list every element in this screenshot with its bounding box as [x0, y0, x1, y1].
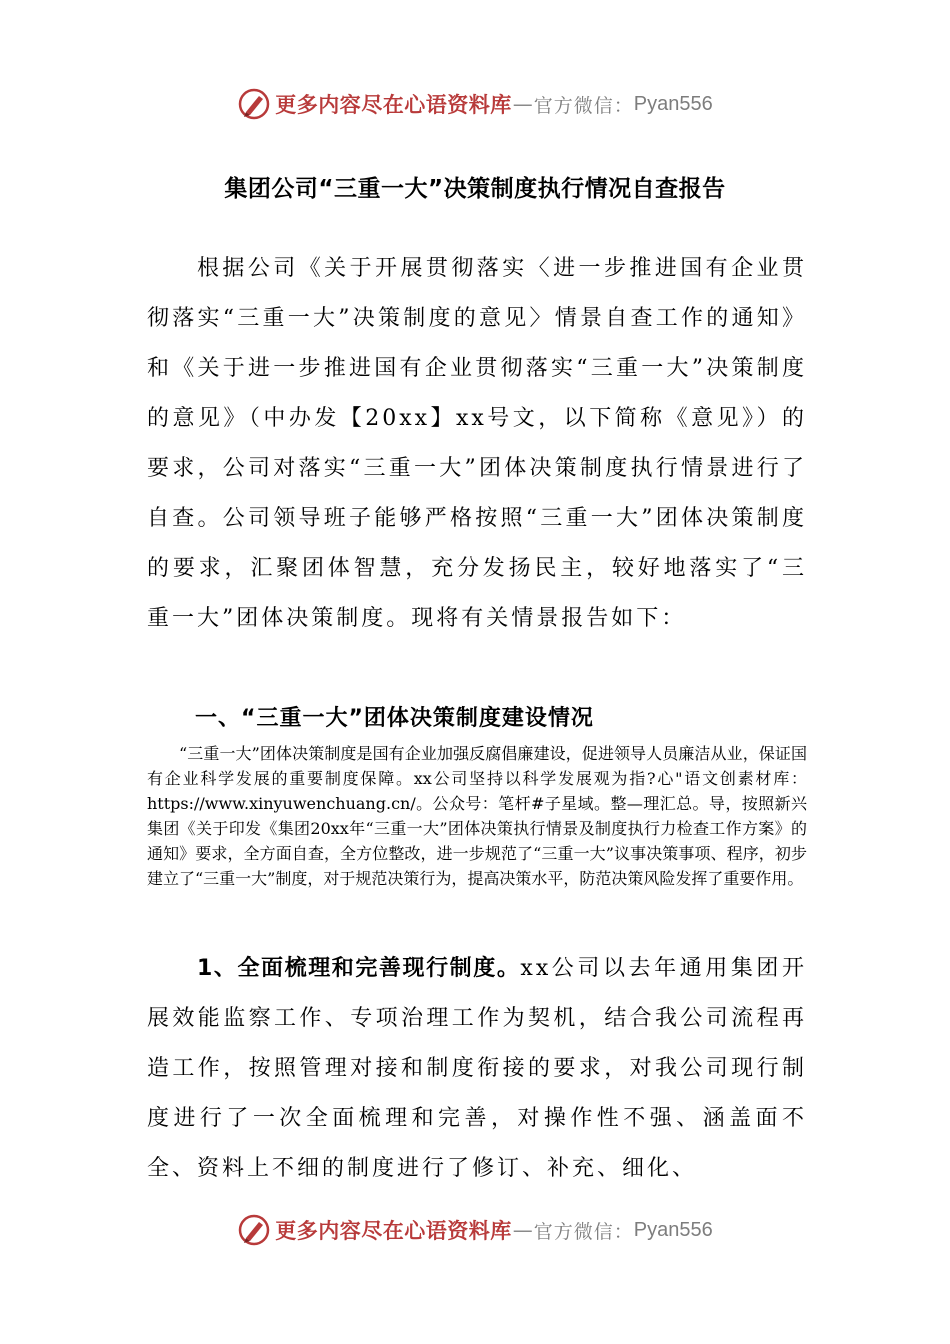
watermark-brand: 更多内容尽在心语资料库 — [275, 1218, 512, 1243]
intro-paragraph: 根据公司《关于开展贯彻落实〈进一步推进国有企业贯彻落实“三重一大”决策制度的意见〉情景自查工作的通知》和《关于进一步推进国有企业贯彻落实“三重一大”决策制度的意见》（中办发【20xx】xx号文，以下简称《意见》）的要求，公司对落实“三重一大”团体决策制度执行情景进行了自查。公司领导班子能够严格按照“三重一大”团体决策制度的要求，汇聚团体智慧，充分发扬民主，较好地落实了“三重一大”团体决策制度。现将有关情景报告如下： — [147, 256, 807, 631]
watermark-banner-bottom — [0, 1210, 950, 1250]
item-1-text: xx公司以去年通用集团开展效能监察工作、专项治理工作为契机，结合我公司流程再造工作，按照管理对接和制度衔接的要求，对我公司现行制度进行了一次全面梳理和完善，对操作性不强、涵盖面不全、资料上不细的制度进行了修订、补充、细化、 — [147, 956, 807, 1181]
section-1-paragraph: “三重一大”团体决策制度是国有企业加强反腐倡廉建设，促进领导人员廉洁从业，保证国有企业科学发展的重要制度保障。xx公司坚持以科学发展观为指?心"语文创素材库：https://www.xinyuwenchuang.cn/。公众号：笔杆#子星域。整—理汇总。导，按照新兴集团《关于印发《集团20xx年“三重一大”团体决策执行情景及制度执行力检查工作方案》的通知》要求，全方面自查，全方位整改，进一步规范了“三重一大”议事决策事项、程序，初步建立了“三重一大”制度，对于规范决策行为，提高决策水平，防范决策风险发挥了重要作用。 — [147, 744, 807, 888]
item-1-paragraph — [147, 944, 807, 1194]
watermark-separator: — — [512, 1218, 533, 1242]
watermark-label: 官方微信： — [533, 94, 634, 117]
watermark-banner-top — [0, 84, 950, 124]
watermark-label: 官方微信： — [533, 1220, 634, 1243]
item-1-lead: 1、全面梳理和完善现行制度。 — [197, 956, 521, 981]
section-1-heading: 一、“三重一大”团体决策制度建设情况 — [195, 706, 594, 731]
pen-nib-logo-icon — [237, 87, 271, 121]
watermark-separator: — — [512, 92, 533, 116]
watermark-brand: 更多内容尽在心语资料库 — [275, 92, 512, 117]
pen-nib-logo-icon — [237, 1213, 271, 1247]
watermark-wechat-id: Pyan556 — [633, 92, 713, 115]
document-title: 集团公司“三重一大”决策制度执行情况自查报告 — [224, 176, 726, 202]
watermark-wechat-id: Pyan556 — [633, 1218, 713, 1241]
